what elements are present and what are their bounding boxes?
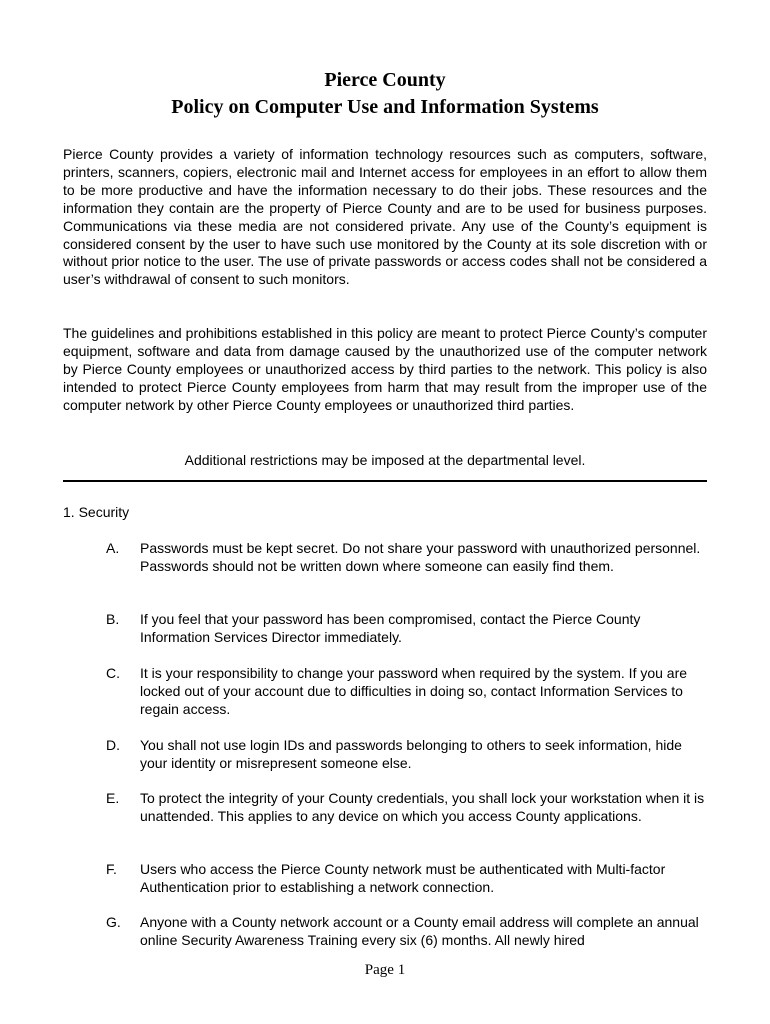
horizontal-divider [63, 480, 707, 482]
intro-paragraph: Pierce County provides a variety of information technology resources such as computers, software, printers, scanners, copiers, electronic mail and Internet access for employees in an effort to allow them to be more productive and have the information necessary to do their jobs. These resources and the information they contain are the property of Pierce County and are to be used for business purposes. Communications via these media are not considered private. Any use of the County’s equipment is considered consent by the user to have such use monitored by the County at its sole discretion with or without prior notice to the user. The use of private passwords or access codes shall not be considered a user’s withdrawal of consent to such monitors. [63, 146, 707, 288]
list-item-text: Anyone with a County network account or a County email address will complete an annual online Security Awareness Training every six (6) months. All newly hired [140, 914, 699, 948]
list-item-text: You shall not use login IDs and passwords belonging to others to seek information, hide your identity or misrepresent someone else. [140, 737, 682, 771]
list-item-letter: G. [106, 914, 121, 930]
page-number: Page 1 [364, 962, 406, 978]
list-item-letter: D. [106, 737, 120, 753]
list-item-text: Passwords must be kept secret. Do not share your password with unauthorized personnel. Passwords should not be written down where someone can easily find them. [140, 540, 701, 574]
guidelines-paragraph: The guidelines and prohibitions established in this policy are meant to protect Pierce County’s computer equipment, software and data from damage caused by the unauthorized use of the computer network by Pierce County employees or unauthorized access by third parties to the network. This policy is also intended to protect Pierce County employees from harm that may result from the improper use of the computer network by other Pierce County employees or unauthorized third parties. [63, 325, 707, 413]
list-item-letter: E. [106, 790, 120, 806]
list-item-text: Users who access the Pierce County network must be authenticated with Multi-factor Authentication prior to establishing a network connection. [140, 861, 666, 895]
section-heading-security: 1. Security [63, 504, 130, 520]
list-item-text: To protect the integrity of your County credentials, you shall lock your workstation when it is unattended. This applies to any device on which you access County applications. [140, 790, 705, 824]
list-item-letter: C. [106, 665, 120, 681]
list-item-text: If you feel that your password has been compromised, contact the Pierce County Information Services Director immediately. [140, 611, 641, 645]
list-item-letter: F. [106, 861, 117, 877]
document-title-county: Pierce County [324, 69, 446, 91]
list-item-letter: B. [106, 611, 120, 627]
document-title-policy: Policy on Computer Use and Information Systems [171, 96, 599, 118]
departmental-note: Additional restrictions may be imposed at the departmental level. [184, 452, 586, 468]
list-item-text: It is your responsibility to change your password when required by the system. If you are locked out of your account due to difficulties in doing so, contact Information Services to regain access. [140, 665, 688, 717]
list-item-letter: A. [106, 540, 120, 556]
